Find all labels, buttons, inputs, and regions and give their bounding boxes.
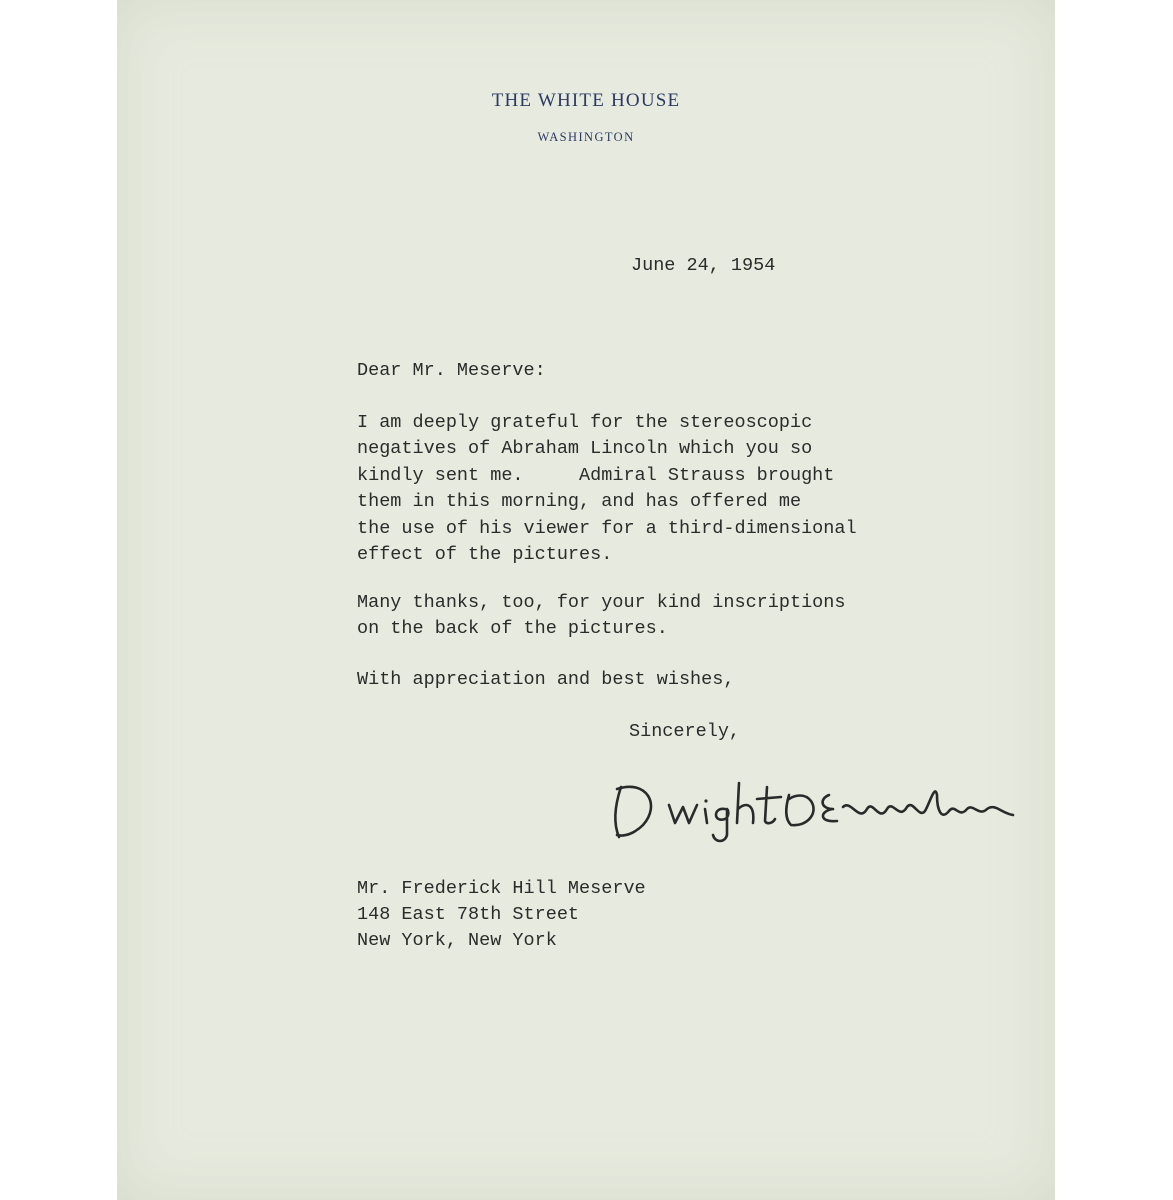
paragraph-line: negatives of Abraham Lincoln which you so	[357, 438, 813, 460]
body-paragraph-1	[357, 410, 857, 568]
letter-sheet	[117, 0, 1055, 1200]
salutation: Dear Mr. Meserve:	[357, 360, 546, 381]
paragraph-line: effect of the pictures.	[357, 544, 613, 566]
sign-off: Sincerely,	[629, 721, 741, 742]
recipient-street: 148 East 78th Street	[357, 904, 580, 925]
closing-line: With appreciation and best wishes,	[357, 669, 735, 690]
paragraph-line: on the back of the pictures.	[357, 618, 668, 640]
paragraph-line: the use of his viewer for a third-dimensional	[357, 517, 857, 539]
paragraph-line: I am deeply grateful for the stereoscopic	[357, 412, 813, 433]
letterhead-title: THE WHITE HOUSE	[491, 90, 681, 111]
paragraph-line: Many thanks, too, for your kind inscriptions	[357, 592, 846, 613]
paragraph-line: kindly sent me. Admiral Strauss brought	[357, 464, 835, 486]
paragraph-line: them in this morning, and has offered me	[357, 491, 802, 513]
body-paragraph-2	[357, 590, 845, 643]
recipient-name: Mr. Frederick Hill Meserve	[357, 878, 646, 899]
handwritten-signature	[607, 765, 1027, 845]
recipient-address	[357, 876, 646, 954]
recipient-city: New York, New York	[357, 930, 557, 951]
letter-date: June 24, 1954	[631, 255, 776, 276]
letterhead-subtitle: WASHINGTON	[537, 130, 635, 144]
